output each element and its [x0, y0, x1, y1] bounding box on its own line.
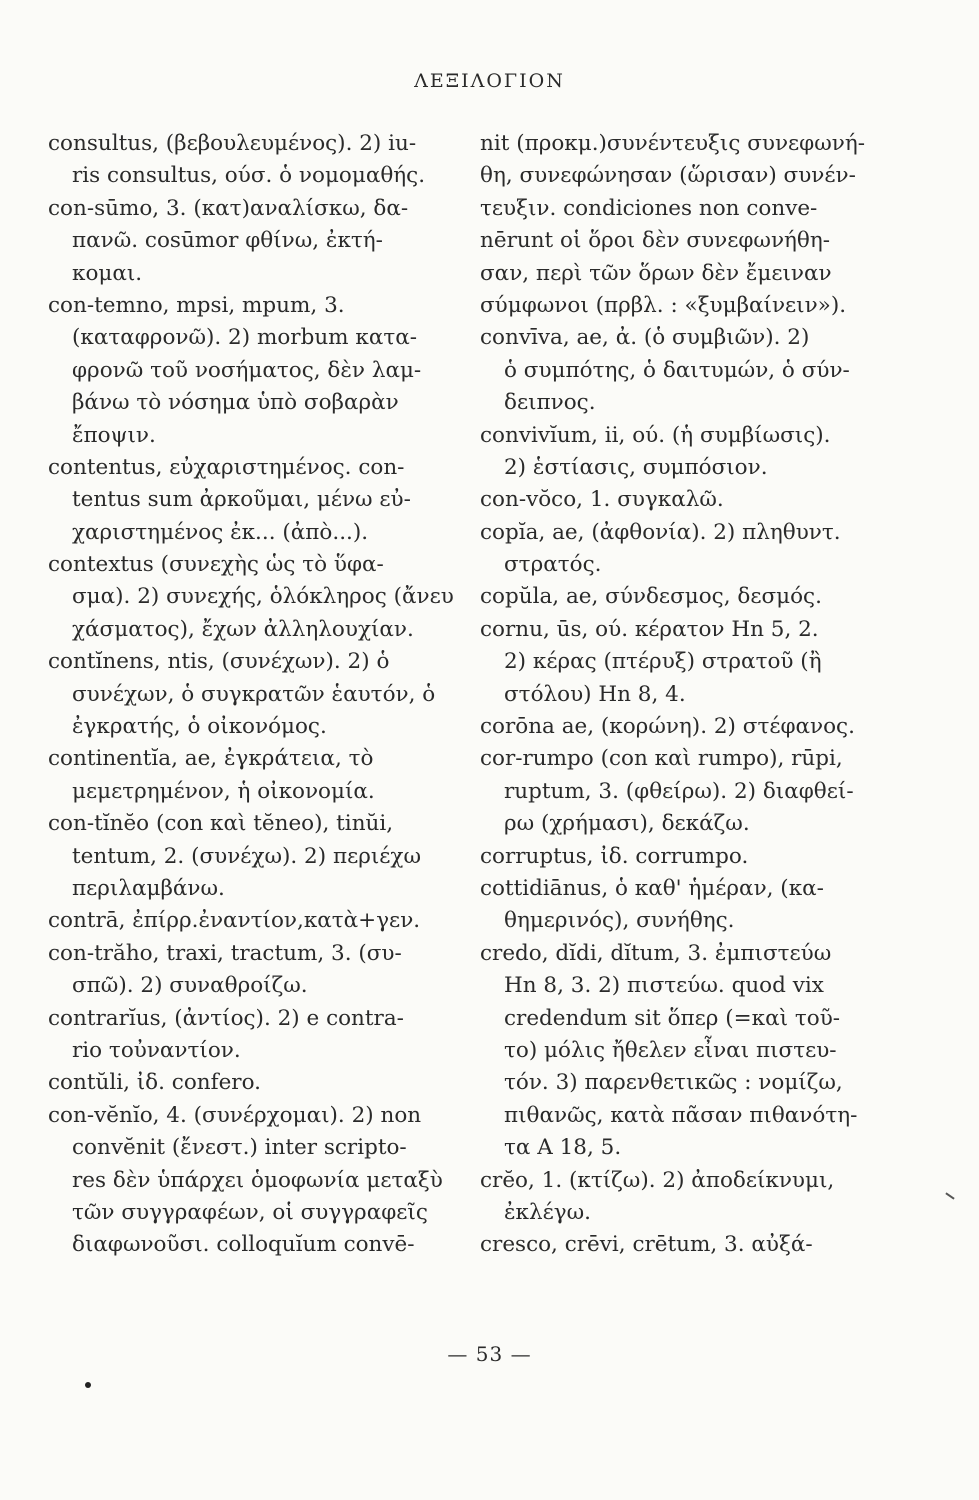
entry-line: cor-rumpo (con καὶ rumpo), rūpi, [480, 746, 843, 772]
margin-mark [945, 1192, 954, 1199]
entry-line: σμα). 2) συνεχής, ὁλόκληρος (ἄνευ [72, 584, 454, 610]
entry-line: con-temno, mpsi, mpum, 3. [48, 292, 345, 318]
entry-line: σαν, περὶ τῶν ὅρων δὲν ἔμειναν [480, 260, 832, 286]
entry-line: convīva, ae, ἀ. (ὁ συμβιῶν). 2) [480, 325, 810, 351]
entry-line: ὁ συμπότης, ὁ δαιτυμών, ὁ σύν- [504, 357, 850, 383]
entry-line: στόλου) Ηn 8, 4. [504, 681, 686, 707]
entry-line: nit (προκμ.)συνέντευξις συνεφωνή- [480, 131, 865, 156]
entry-line: ἐγκρατής, ὁ οἰκονόμος. [72, 714, 327, 740]
entry-line: cottidiānus, ὁ καθ' ἡμέραν, (κα- [480, 875, 824, 901]
entry-line: credo, dĭdi, dĭtum, 3. ἐμπιστεύω [480, 940, 832, 966]
entry-line: 2) κέρας (πτέρυξ) στρατοῦ (ἢ [504, 649, 822, 675]
entry-line: χάσματος), ἔχων ἀλληλουχίαν. [72, 616, 414, 642]
entry-line: τευξιν. condiciones non conve- [480, 195, 818, 221]
entry-line: corruptus, ἰδ. corrumpo. [480, 843, 749, 869]
page-number: — 53 — [447, 1342, 532, 1366]
entry-line: convĕnit (ἔνεστ.) inter scripto- [72, 1135, 407, 1161]
entry-line: rio τοὐναντίον. [72, 1037, 241, 1063]
entry-line: μεμετρημένον, ἡ οἰκονομία. [72, 778, 375, 804]
entry-line: crĕo, 1. (κτίζω). 2) ἀποδείκνυμι, [480, 1167, 835, 1193]
entry-line: contŭli, ἰδ. confero. [48, 1070, 261, 1096]
entry-line: ris consultus, ούσ. ὁ νομομαθής. [72, 163, 426, 189]
entry-line: contextus (συνεχὴς ὡς τὸ ὕφα- [48, 552, 384, 578]
entry-line: con-sūmo, 3. (κατ)αναλίσκω, δα- [48, 195, 409, 221]
entry-line: tentus sum ἀρκοῦμαι, μένω εὐ- [72, 487, 411, 513]
entry-line: copŭla, ae, σύνδεσμος, δεσμός. [480, 584, 822, 610]
entry-line: continentĭa, ae, ἐγκράτεια, τὸ [48, 746, 374, 772]
right-column [480, 128, 890, 1262]
entry-line: copĭa, ae, (ἀφθονία). 2) πληθυντ. [480, 519, 841, 545]
entry-line: τόν. 3) παρενθετικῶς : νομίζω, [504, 1070, 843, 1096]
ink-dot [85, 1382, 91, 1388]
entry-line: περιλαμβάνω. [72, 875, 225, 901]
entry-line: φρονῶ τοῦ νοσήματος, δὲν λαμ- [72, 357, 422, 383]
entry-line: consultus, (βεβουλευμένος). 2) iu- [48, 131, 417, 156]
entry-line: θη, συνεφώνησαν (ὥρισαν) συνέν- [480, 163, 856, 189]
entry-line: σύμφωνοι (πρβλ. : «ξυμβαίνειν»). [480, 292, 847, 318]
entry-line: συνέχων, ὁ συγκρατῶν ἑαυτόν, ὁ [72, 681, 436, 707]
entry-line: ruptum, 3. (φθείρω). 2) διαφθεί- [504, 778, 854, 804]
entry-line: contrarĭus, (ἀντίος). 2) e contra- [48, 1005, 404, 1031]
entry-line: con-vŏco, 1. συγκαλῶ. [480, 487, 724, 513]
entry-line: convivĭum, ii, ού. (ἡ συμβίωσις). [480, 422, 831, 448]
entry-line: con-tĭnĕo (con καὶ tĕneo), tinŭi, [48, 811, 394, 837]
left-column [48, 128, 458, 1262]
entry-line: res δὲν ὑπάρχει ὁμοφωνία μεταξὺ [72, 1167, 443, 1193]
entry-line: ἔποψιν. [72, 422, 156, 448]
entry-line: δειπνος. [504, 390, 596, 416]
entry-line: corōna ae, (κορώνη). 2) στέφανος. [480, 714, 855, 740]
entry-line: ρω (χρήμασι), δεκάζω. [504, 811, 750, 837]
entry-line: διαφωνοῦσι. colloquĭum convē- [72, 1232, 415, 1258]
entry-line: ἐκλέγω. [504, 1199, 591, 1225]
entry-line: κομαι. [72, 260, 143, 286]
entry-line: Ηn 8, 3. 2) πιστεύω. quod vix [504, 973, 824, 999]
entry-line: con-vĕnĭo, 4. (συνέρχομαι). 2) non [48, 1102, 422, 1128]
entry-line: χαριστημένος ἐκ... (ἀπὸ...). [72, 519, 369, 545]
entry-line: τα Α 18, 5. [504, 1135, 622, 1161]
entry-line: 2) ἑστίασις, συμπόσιον. [504, 454, 768, 480]
entry-line: credendum sit ὅπερ (=καὶ τοῦ- [504, 1005, 841, 1031]
entry-line: cresco, crēvi, crētum, 3. αὐξά- [480, 1232, 813, 1258]
entry-line: con-trăho, traxi, tractum, 3. (συ- [48, 940, 402, 966]
entry-line: contĭnens, ntis, (συνέχων). 2) ὁ [48, 649, 390, 675]
entry-line: θημερινός), συνήθης. [504, 908, 735, 934]
entry-line: tentum, 2. (συνέχω). 2) περιέχω [72, 843, 421, 869]
entry-line: nērunt οἱ ὅροι δὲν συνεφωνήθη- [480, 228, 830, 254]
entry-line: βάνω τὸ νόσημα ὑπὸ σοβαρὰν [72, 390, 399, 416]
entry-line: cornu, ūs, ού. κέρατον Ηn 5, 2. [480, 616, 819, 642]
entry-line: τῶν συγγραφέων, οἱ συγγραφεῖς [72, 1199, 428, 1225]
entry-line: πιθανῶς, κατὰ πᾶσαν πιθανότη- [504, 1102, 858, 1128]
entry-line: (καταφρονῶ). 2) morbum κατα- [72, 325, 418, 351]
page-header: ΛΕΞΙΛΟΓΙΟΝ [414, 70, 565, 92]
entry-line: σπῶ). 2) συναθροίζω. [72, 973, 308, 999]
entry-line: πανῶ. cosūmor φθίνω, ἐκτή- [72, 228, 383, 254]
entry-line: το) μόλις ἤθελεν εἶναι πιστευ- [504, 1037, 837, 1063]
entry-line: contrā, ἐπίρρ.ἐναντίον,κατὰ+γεν. [48, 908, 421, 934]
entry-line: στρατός. [504, 552, 602, 578]
entry-line: contentus, εὐχαριστημένος. con- [48, 454, 405, 480]
